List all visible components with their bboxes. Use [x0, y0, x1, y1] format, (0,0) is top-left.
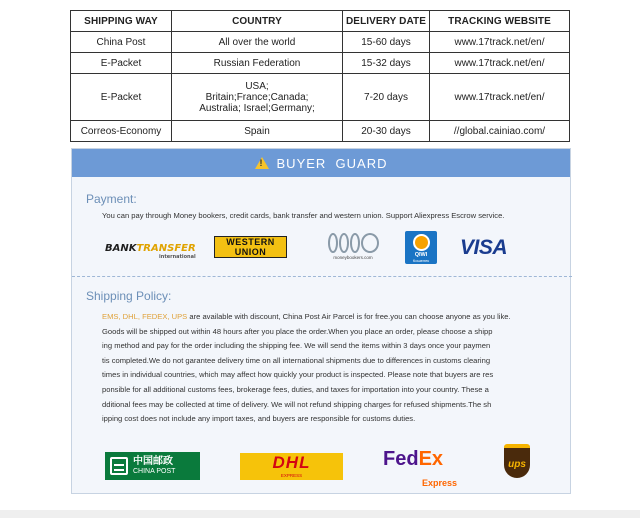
policy-line: dditional fees may be collected at time of delivery. We will not refund shipping charges for refused shipments.The sh: [102, 399, 492, 409]
cell-delivery: 15-32 days: [343, 53, 430, 74]
dhl-word: DHL: [272, 453, 311, 472]
qiwi-line2: Кошелек: [412, 258, 430, 263]
buyer-guard-panel: [71, 148, 571, 494]
fedex-ex: Ex: [418, 448, 444, 470]
cell-delivery: 20-30 days: [343, 121, 430, 142]
country-line: Britain;France;Canada;: [205, 91, 309, 103]
western-union-logo: [214, 236, 287, 258]
cell-tracking: //global.cainiao.com/: [430, 121, 570, 142]
table-header-row: [71, 11, 570, 32]
table-row: [71, 74, 570, 121]
policy-line: Goods will be shipped out within 48 hours after you place the order.When you place an order, please choose a shipp: [102, 326, 493, 336]
moneybookers-icon: [324, 233, 382, 253]
qiwi-logo: [405, 231, 437, 264]
carrier-highlight: EMS, DHL, FEDEX, UPS: [102, 312, 188, 321]
header-shipping-way: SHIPPING WAY: [71, 11, 172, 32]
cell-delivery: 15-60 days: [343, 32, 430, 53]
header-tracking-website: TRACKING WEBSITE: [430, 11, 570, 32]
western-union-line1: WESTERN: [226, 237, 275, 247]
cell-shipping-way: E-Packet: [71, 53, 172, 74]
carrier-logos: [72, 444, 572, 488]
table-row: [71, 121, 570, 142]
china-post-logo: [105, 452, 200, 480]
policy-line-text: are available with discount, China Post Air Parcel is for free.you can choose anyone as you like.: [187, 312, 511, 321]
cell-country: Russian Federation: [172, 53, 343, 74]
policy-line: [102, 310, 564, 325]
visa-logo: VISA: [460, 236, 508, 259]
payment-logos: [72, 231, 572, 267]
china-post-en: CHINA POST: [133, 468, 176, 475]
china-post-cn: 中国邮政: [133, 456, 173, 467]
payment-title: Payment:: [86, 192, 137, 206]
cell-tracking: www.17track.net/en/: [430, 74, 570, 121]
country-line: Australia; Israel;Germany;: [199, 102, 315, 114]
cell-country: Spain: [172, 121, 343, 142]
dhl-logo: [240, 453, 343, 480]
policy-line: ing method and pay for the order including the shipping fee. We will send the items within 3 days once your paymen: [102, 341, 491, 351]
dhl-sub: EXPRESS: [280, 473, 303, 478]
policy-line: ponsible for all additional customs fees, brokerage fees, duties, and taxes for importation into your country. These a: [102, 384, 489, 394]
cell-shipping-way: E-Packet: [71, 74, 172, 121]
header-country: COUNTRY: [172, 11, 343, 32]
policy-line: ipping cost does not include any import taxes, and buyers are responsible for customs duties.: [102, 414, 416, 424]
moneybookers-logo: [324, 233, 382, 260]
header-delivery-date: DELIVERY DATE: [343, 11, 430, 32]
policy-line: tis completed.We do not garantee delivery time on all international shipments due to differences in customs clearing: [102, 355, 491, 365]
cell-tracking: www.17track.net/en/: [430, 53, 570, 74]
shipping-table: [70, 10, 570, 142]
country-line: USA;: [245, 80, 269, 92]
shipping-policy-title: Shipping Policy:: [86, 289, 172, 303]
cell-delivery: 7-20 days: [343, 74, 430, 121]
cell-tracking: www.17track.net/en/: [430, 32, 570, 53]
bottom-bar: [0, 510, 640, 518]
shipping-policy-text: [102, 310, 564, 427]
fedex-fed: Fed: [383, 448, 419, 470]
buyer-guard-title: BUYER GUARD: [276, 155, 388, 171]
moneybookers-text: moneybookers.com: [333, 255, 373, 260]
western-union-line2: UNION: [234, 247, 267, 257]
china-post-icon: [110, 457, 128, 475]
table-row: [71, 53, 570, 74]
ups-logo: ups: [504, 444, 530, 478]
cell-shipping-way: China Post: [71, 32, 172, 53]
policy-line: times in individual countries, which may affect how quickly your product is inspected. Please note that buyers are res: [102, 370, 494, 380]
buyer-guard-header: [72, 149, 570, 177]
fedex-sub: Express: [422, 478, 458, 488]
section-divider: [72, 276, 572, 277]
cell-country: [172, 74, 343, 121]
qiwi-icon: [413, 234, 430, 251]
table-row: [71, 32, 570, 53]
payment-text: You can pay through Money bookers, credit cards, bank transfer and western union. Support Aliexpress Escrow service.: [102, 211, 505, 220]
bank-transfer-logo: [105, 236, 196, 260]
qiwi-line1: QIWI: [414, 252, 428, 258]
bank-transfer-word2: TRANSFER: [136, 243, 196, 254]
bank-transfer-sub: international: [159, 254, 196, 260]
fedex-logo: [383, 448, 458, 488]
cell-country: All over the world: [172, 32, 343, 53]
cell-shipping-way: Correos-Economy: [71, 121, 172, 142]
warning-icon: [255, 157, 269, 169]
bank-transfer-word1: BANK: [105, 243, 137, 254]
